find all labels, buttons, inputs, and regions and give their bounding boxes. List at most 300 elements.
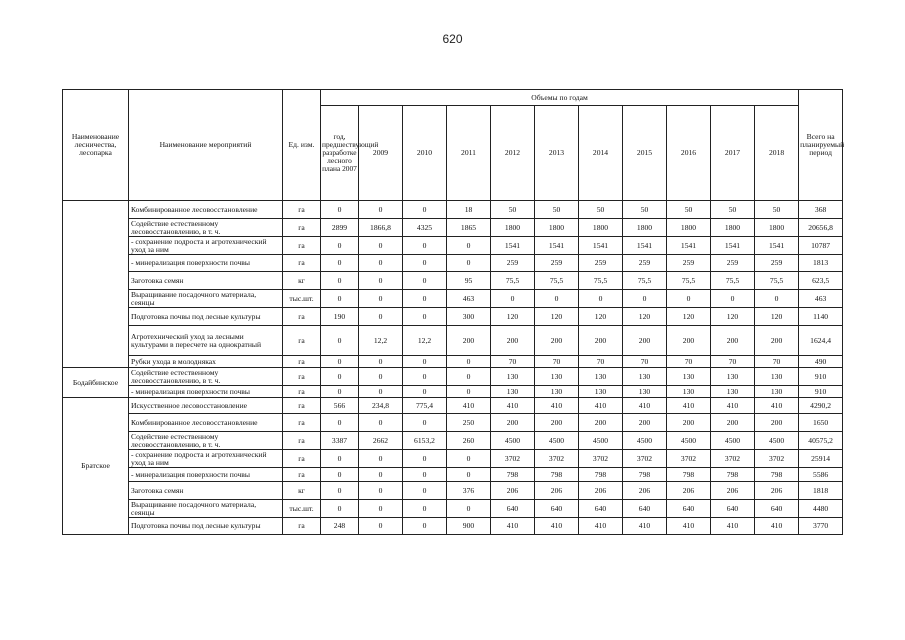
year-value-cell: 234,8 <box>359 398 403 414</box>
year-value-cell: 200 <box>579 414 623 432</box>
year-value-cell: 130 <box>711 368 755 386</box>
year-value-cell: 130 <box>667 386 711 398</box>
year-value-cell: 1800 <box>491 219 535 237</box>
unit-cell: га <box>283 398 321 414</box>
year-value-cell: 0 <box>359 386 403 398</box>
year-value-cell: 0 <box>321 468 359 482</box>
year-value-cell: 640 <box>491 500 535 518</box>
year-value-cell: 75,5 <box>667 272 711 290</box>
unit-cell: кг <box>283 482 321 500</box>
year-value-cell: 410 <box>755 398 799 414</box>
year-value-cell: 50 <box>491 201 535 219</box>
year-value-cell: 250 <box>447 414 491 432</box>
unit-cell: га <box>283 356 321 368</box>
plan-table <box>62 89 843 535</box>
year-value-cell: 200 <box>579 326 623 356</box>
table-row <box>63 468 843 482</box>
year-value-cell: 1800 <box>535 219 579 237</box>
year-value-cell: 120 <box>491 308 535 326</box>
table-row <box>63 398 843 414</box>
year-value-cell: 200 <box>623 326 667 356</box>
table-row <box>63 272 843 290</box>
year-value-cell: 130 <box>623 386 667 398</box>
total-cell: 4290,2 <box>799 398 843 414</box>
total-cell: 3770 <box>799 518 843 535</box>
year-value-cell: 70 <box>755 356 799 368</box>
activity-cell: Комбинированное лесовосстановление <box>129 201 283 219</box>
year-value-cell: 259 <box>579 255 623 272</box>
year-value-cell: 3702 <box>579 450 623 468</box>
header-year: 2010 <box>403 106 447 201</box>
total-cell: 40575,2 <box>799 432 843 450</box>
year-value-cell: 410 <box>623 398 667 414</box>
year-value-cell: 410 <box>491 398 535 414</box>
year-value-cell: 130 <box>535 386 579 398</box>
year-value-cell: 0 <box>535 290 579 308</box>
activity-cell: Искусственное лесовосстановление <box>129 398 283 414</box>
header-year: 2015 <box>623 106 667 201</box>
year-value-cell: 410 <box>667 518 711 535</box>
activity-cell: Подготовка почвы под лесные культуры <box>129 518 283 535</box>
year-value-cell: 798 <box>491 468 535 482</box>
unit-cell: га <box>283 308 321 326</box>
year-value-cell: 4500 <box>535 432 579 450</box>
year-value-cell: 206 <box>667 482 711 500</box>
year-value-cell: 70 <box>667 356 711 368</box>
header-year: 2018 <box>755 106 799 201</box>
unit-cell: га <box>283 450 321 468</box>
year-value-cell: 410 <box>535 518 579 535</box>
year-value-cell: 410 <box>579 518 623 535</box>
year-value-cell: 1866,8 <box>359 219 403 237</box>
year-value-cell: 120 <box>535 308 579 326</box>
year-value-cell: 0 <box>359 468 403 482</box>
year-value-cell: 120 <box>579 308 623 326</box>
year-value-cell: 410 <box>579 398 623 414</box>
year-value-cell: 4500 <box>579 432 623 450</box>
year-value-cell: 200 <box>491 414 535 432</box>
year-value-cell: 70 <box>535 356 579 368</box>
year-value-cell: 206 <box>579 482 623 500</box>
total-cell: 1140 <box>799 308 843 326</box>
unit-cell: тыс.шт. <box>283 500 321 518</box>
year-value-cell: 0 <box>403 308 447 326</box>
year-value-cell: 206 <box>491 482 535 500</box>
year-value-cell: 0 <box>403 272 447 290</box>
year-value-cell: 4325 <box>403 219 447 237</box>
header-year: 2009 <box>359 106 403 201</box>
year-value-cell: 200 <box>447 326 491 356</box>
year-value-cell: 75,5 <box>579 272 623 290</box>
year-value-cell: 410 <box>667 398 711 414</box>
total-cell: 4480 <box>799 500 843 518</box>
year-value-cell: 3702 <box>711 450 755 468</box>
year-value-cell: 190 <box>321 308 359 326</box>
year-value-cell: 0 <box>623 290 667 308</box>
year-value-cell: 206 <box>755 482 799 500</box>
header-year: 2011 <box>447 106 491 201</box>
year-value-cell: 50 <box>711 201 755 219</box>
year-value-cell: 0 <box>447 255 491 272</box>
year-value-cell: 1541 <box>755 237 799 255</box>
table-row <box>63 414 843 432</box>
year-value-cell: 1800 <box>711 219 755 237</box>
total-cell: 1818 <box>799 482 843 500</box>
year-value-cell: 50 <box>579 201 623 219</box>
year-value-cell: 3702 <box>755 450 799 468</box>
year-value-cell: 463 <box>447 290 491 308</box>
header-year-preceding: год, предшествующий разработке лесного плана 2007 <box>321 106 359 201</box>
unit-cell: га <box>283 201 321 219</box>
year-value-cell: 120 <box>755 308 799 326</box>
unit-cell: га <box>283 368 321 386</box>
unit-cell: га <box>283 255 321 272</box>
header-year: 2012 <box>491 106 535 201</box>
unit-cell: га <box>283 219 321 237</box>
activity-cell: Выращивание посадочного материала, сеянцы <box>129 290 283 308</box>
unit-cell: га <box>283 414 321 432</box>
activity-cell: Содействие естественному лесовосстановлению, в т. ч. <box>129 219 283 237</box>
year-value-cell: 0 <box>491 290 535 308</box>
year-value-cell: 130 <box>623 368 667 386</box>
year-value-cell: 1800 <box>755 219 799 237</box>
year-value-cell: 200 <box>535 414 579 432</box>
table-row <box>63 432 843 450</box>
year-value-cell: 798 <box>755 468 799 482</box>
unit-cell: га <box>283 237 321 255</box>
year-value-cell: 75,5 <box>623 272 667 290</box>
table-row <box>63 386 843 398</box>
total-cell: 910 <box>799 368 843 386</box>
year-value-cell: 206 <box>623 482 667 500</box>
year-value-cell: 4500 <box>755 432 799 450</box>
total-cell: 910 <box>799 386 843 398</box>
year-value-cell: 798 <box>579 468 623 482</box>
year-value-cell: 259 <box>711 255 755 272</box>
table-row <box>63 219 843 237</box>
year-value-cell: 0 <box>755 290 799 308</box>
year-value-cell: 0 <box>359 255 403 272</box>
year-value-cell: 2899 <box>321 219 359 237</box>
year-value-cell: 0 <box>321 356 359 368</box>
year-value-cell: 900 <box>447 518 491 535</box>
year-value-cell: 200 <box>535 326 579 356</box>
year-value-cell: 0 <box>359 368 403 386</box>
year-value-cell: 0 <box>321 290 359 308</box>
table-row <box>63 237 843 255</box>
header-volumes-by-year: Объемы по годам <box>321 90 799 106</box>
year-value-cell: 0 <box>321 255 359 272</box>
year-value-cell: 410 <box>755 518 799 535</box>
header-year: 2017 <box>711 106 755 201</box>
year-value-cell: 0 <box>321 201 359 219</box>
year-value-cell: 640 <box>711 500 755 518</box>
header-total: Всего на планируемый период <box>799 90 843 201</box>
year-value-cell: 0 <box>403 386 447 398</box>
year-value-cell: 3702 <box>667 450 711 468</box>
year-value-cell: 200 <box>667 414 711 432</box>
year-value-cell: 259 <box>491 255 535 272</box>
year-value-cell: 0 <box>321 386 359 398</box>
year-value-cell: 0 <box>359 482 403 500</box>
year-value-cell: 130 <box>579 368 623 386</box>
total-cell: 368 <box>799 201 843 219</box>
unit-cell: га <box>283 386 321 398</box>
year-value-cell: 1800 <box>667 219 711 237</box>
year-value-cell: 0 <box>359 518 403 535</box>
year-value-cell: 200 <box>667 326 711 356</box>
year-value-cell: 640 <box>667 500 711 518</box>
year-value-cell: 1800 <box>623 219 667 237</box>
unit-cell: тыс.шт. <box>283 290 321 308</box>
year-value-cell: 4500 <box>711 432 755 450</box>
year-value-cell: 50 <box>535 201 579 219</box>
year-value-cell: 75,5 <box>491 272 535 290</box>
year-value-cell: 206 <box>535 482 579 500</box>
activity-cell: Подготовка почвы под лесные культуры <box>129 308 283 326</box>
year-value-cell: 3702 <box>535 450 579 468</box>
year-value-cell: 0 <box>321 482 359 500</box>
year-value-cell: 130 <box>579 386 623 398</box>
year-value-cell: 70 <box>711 356 755 368</box>
year-value-cell: 798 <box>623 468 667 482</box>
total-cell: 623,5 <box>799 272 843 290</box>
year-value-cell: 260 <box>447 432 491 450</box>
year-value-cell: 0 <box>447 500 491 518</box>
year-value-cell: 0 <box>359 414 403 432</box>
year-value-cell: 0 <box>447 450 491 468</box>
year-value-cell: 259 <box>755 255 799 272</box>
year-value-cell: 0 <box>321 326 359 356</box>
forestry-name-cell: Братское <box>63 398 129 535</box>
year-value-cell: 0 <box>447 356 491 368</box>
table-row <box>63 482 843 500</box>
page-number: 620 <box>442 32 463 46</box>
activity-cell: Содействие естественному лесовосстановлению, в т. ч. <box>129 432 283 450</box>
table-body <box>63 201 843 535</box>
year-value-cell: 200 <box>755 414 799 432</box>
table-row <box>63 255 843 272</box>
year-value-cell: 410 <box>447 398 491 414</box>
year-value-cell: 410 <box>711 398 755 414</box>
total-cell: 1650 <box>799 414 843 432</box>
year-value-cell: 1541 <box>579 237 623 255</box>
header-forestry: Наименование лесничества, лесопарка <box>63 90 129 201</box>
year-value-cell: 70 <box>579 356 623 368</box>
year-value-cell: 70 <box>623 356 667 368</box>
year-value-cell: 200 <box>623 414 667 432</box>
year-value-cell: 0 <box>403 518 447 535</box>
year-value-cell: 0 <box>447 468 491 482</box>
year-value-cell: 4500 <box>667 432 711 450</box>
year-value-cell: 0 <box>321 414 359 432</box>
year-value-cell: 50 <box>667 201 711 219</box>
year-value-cell: 640 <box>579 500 623 518</box>
total-cell: 25914 <box>799 450 843 468</box>
total-cell: 1813 <box>799 255 843 272</box>
table-row <box>63 326 843 356</box>
year-value-cell: 798 <box>535 468 579 482</box>
total-cell: 5586 <box>799 468 843 482</box>
year-value-cell: 1541 <box>711 237 755 255</box>
year-value-cell: 0 <box>403 255 447 272</box>
year-value-cell: 12,2 <box>403 326 447 356</box>
year-value-cell: 640 <box>535 500 579 518</box>
table-row <box>63 290 843 308</box>
year-value-cell: 0 <box>321 368 359 386</box>
year-value-cell: 640 <box>755 500 799 518</box>
total-cell: 463 <box>799 290 843 308</box>
unit-cell: га <box>283 468 321 482</box>
year-value-cell: 70 <box>491 356 535 368</box>
year-value-cell: 775,4 <box>403 398 447 414</box>
header-activity: Наименование мероприятий <box>129 90 283 201</box>
year-value-cell: 2662 <box>359 432 403 450</box>
year-value-cell: 410 <box>711 518 755 535</box>
year-value-cell: 0 <box>359 237 403 255</box>
year-value-cell: 376 <box>447 482 491 500</box>
year-value-cell: 0 <box>359 500 403 518</box>
year-value-cell: 0 <box>447 237 491 255</box>
year-value-cell: 0 <box>403 500 447 518</box>
year-value-cell: 130 <box>535 368 579 386</box>
activity-cell: Содействие естественному лесовосстановлению, в т. ч. <box>129 368 283 386</box>
year-value-cell: 259 <box>535 255 579 272</box>
year-value-cell: 0 <box>403 237 447 255</box>
year-value-cell: 0 <box>667 290 711 308</box>
year-value-cell: 120 <box>711 308 755 326</box>
header-year: 2014 <box>579 106 623 201</box>
activity-cell: - сохранение подроста и агротехнический уход за ним <box>129 237 283 255</box>
header-year: 2016 <box>667 106 711 201</box>
year-value-cell: 0 <box>359 356 403 368</box>
year-value-cell: 0 <box>359 201 403 219</box>
year-value-cell: 0 <box>403 290 447 308</box>
total-cell: 490 <box>799 356 843 368</box>
year-value-cell: 95 <box>447 272 491 290</box>
activity-cell: - минерализация поверхности почвы <box>129 255 283 272</box>
activity-cell: Комбинированное лесовосстановление <box>129 414 283 432</box>
year-value-cell: 248 <box>321 518 359 535</box>
unit-cell: кг <box>283 272 321 290</box>
year-value-cell: 0 <box>359 290 403 308</box>
activity-cell: Выращивание посадочного материала, сеянцы <box>129 500 283 518</box>
year-value-cell: 0 <box>321 272 359 290</box>
table-row <box>63 201 843 219</box>
year-value-cell: 0 <box>403 414 447 432</box>
total-cell: 1624,4 <box>799 326 843 356</box>
year-value-cell: 410 <box>623 518 667 535</box>
year-value-cell: 120 <box>667 308 711 326</box>
year-value-cell: 1541 <box>623 237 667 255</box>
year-value-cell: 0 <box>447 368 491 386</box>
year-value-cell: 50 <box>623 201 667 219</box>
year-value-cell: 798 <box>667 468 711 482</box>
year-value-cell: 130 <box>667 368 711 386</box>
year-value-cell: 75,5 <box>755 272 799 290</box>
year-value-cell: 410 <box>491 518 535 535</box>
year-value-cell: 75,5 <box>535 272 579 290</box>
year-value-cell: 0 <box>403 482 447 500</box>
year-value-cell: 1541 <box>667 237 711 255</box>
header-unit: Ед. изм. <box>283 90 321 201</box>
year-value-cell: 0 <box>359 272 403 290</box>
year-value-cell: 200 <box>755 326 799 356</box>
total-cell: 20656,8 <box>799 219 843 237</box>
forestry-name-cell: Бодайбинское <box>63 368 129 398</box>
activity-cell: Заготовка семян <box>129 482 283 500</box>
year-value-cell: 130 <box>491 386 535 398</box>
year-value-cell: 1541 <box>491 237 535 255</box>
header-year: 2013 <box>535 106 579 201</box>
year-value-cell: 640 <box>623 500 667 518</box>
year-value-cell: 0 <box>403 450 447 468</box>
year-value-cell: 130 <box>491 368 535 386</box>
year-value-cell: 0 <box>403 201 447 219</box>
year-value-cell: 0 <box>321 237 359 255</box>
year-value-cell: 130 <box>755 368 799 386</box>
activity-cell: Заготовка семян <box>129 272 283 290</box>
year-value-cell: 0 <box>359 308 403 326</box>
year-value-cell: 200 <box>711 326 755 356</box>
year-value-cell: 300 <box>447 308 491 326</box>
year-value-cell: 4500 <box>623 432 667 450</box>
year-value-cell: 12,2 <box>359 326 403 356</box>
activity-cell: - сохранение подроста и агротехнический уход за ним <box>129 450 283 468</box>
table-row <box>63 356 843 368</box>
table-row <box>63 450 843 468</box>
year-value-cell: 798 <box>711 468 755 482</box>
table-row <box>63 518 843 535</box>
year-value-cell: 0 <box>321 500 359 518</box>
year-value-cell: 200 <box>491 326 535 356</box>
year-value-cell: 1800 <box>579 219 623 237</box>
year-value-cell: 50 <box>755 201 799 219</box>
unit-cell: га <box>283 518 321 535</box>
year-value-cell: 0 <box>579 290 623 308</box>
unit-cell: га <box>283 326 321 356</box>
activity-cell: Рубки ухода в молодняках <box>129 356 283 368</box>
year-value-cell: 3387 <box>321 432 359 450</box>
year-value-cell: 0 <box>711 290 755 308</box>
year-value-cell: 0 <box>403 368 447 386</box>
year-value-cell: 200 <box>711 414 755 432</box>
forestry-name-cell <box>63 201 129 368</box>
year-value-cell: 18 <box>447 201 491 219</box>
activity-cell: - минерализация поверхности почвы <box>129 386 283 398</box>
unit-cell: га <box>283 432 321 450</box>
year-value-cell: 1865 <box>447 219 491 237</box>
year-value-cell: 566 <box>321 398 359 414</box>
total-cell: 10787 <box>799 237 843 255</box>
year-value-cell: 3702 <box>491 450 535 468</box>
table-row <box>63 500 843 518</box>
year-value-cell: 410 <box>535 398 579 414</box>
table-row <box>63 308 843 326</box>
activity-cell: Агротехнический уход за лесными культурами в пересчете на однократный <box>129 326 283 356</box>
year-value-cell: 0 <box>403 468 447 482</box>
year-value-cell: 206 <box>711 482 755 500</box>
year-value-cell: 0 <box>321 450 359 468</box>
year-value-cell: 1541 <box>535 237 579 255</box>
year-value-cell: 259 <box>667 255 711 272</box>
year-value-cell: 4500 <box>491 432 535 450</box>
year-value-cell: 3702 <box>623 450 667 468</box>
year-value-cell: 0 <box>403 356 447 368</box>
year-value-cell: 130 <box>755 386 799 398</box>
activity-cell: - минерализация поверхности почвы <box>129 468 283 482</box>
year-value-cell: 6153,2 <box>403 432 447 450</box>
